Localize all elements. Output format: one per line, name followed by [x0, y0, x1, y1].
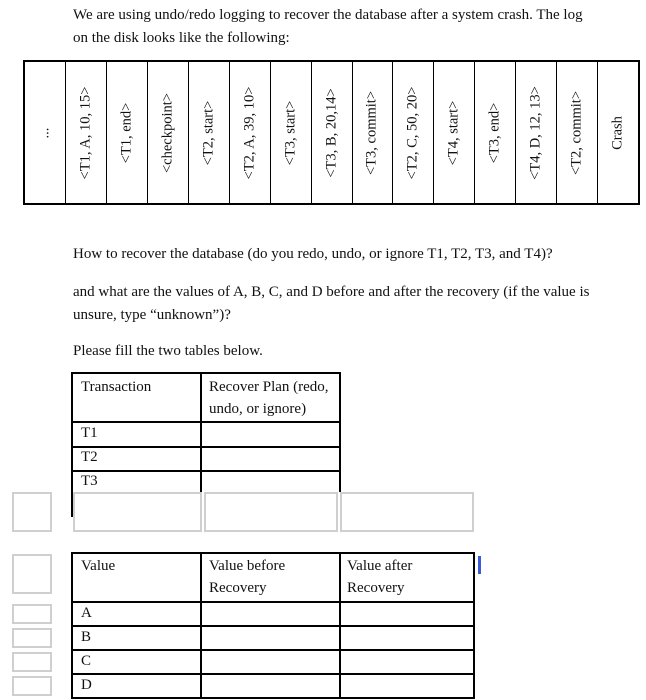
value-row-d: D	[81, 677, 92, 693]
form-select-box[interactable]	[12, 604, 52, 624]
value-row-b: B	[81, 629, 92, 645]
intro-line-1: We are using undo/redo logging to recover the database after a system crash. The log	[73, 7, 583, 23]
log-cell	[515, 62, 556, 203]
value-col-before-2: Recovery	[209, 580, 267, 596]
log-entry: <T4, D, 12, 13>	[527, 85, 544, 180]
question-fill: Please fill the two tables below.	[73, 343, 263, 359]
log-cell	[147, 62, 188, 203]
form-select-box[interactable]	[12, 628, 52, 648]
value-c-before-input[interactable]	[202, 652, 338, 671]
plan-extra-input[interactable]	[340, 492, 474, 532]
log-cell	[188, 62, 229, 203]
log-cell	[106, 62, 147, 203]
plan-t4-plan-input[interactable]	[204, 492, 338, 532]
form-select-box[interactable]	[12, 554, 52, 594]
log-entry: <T2, C, 50, 20>	[404, 86, 421, 179]
log-entry: <T1, end>	[118, 102, 135, 163]
value-b-after-input[interactable]	[341, 628, 472, 647]
log-cell	[25, 62, 65, 203]
plan-t4-transaction-input[interactable]	[73, 492, 202, 532]
log-entry: ...	[36, 127, 53, 138]
form-select-box[interactable]	[12, 676, 52, 696]
log-entry: <T3, start>	[282, 100, 299, 165]
value-col-before-1: Value before	[209, 558, 286, 574]
log-entry: <T3, end>	[486, 102, 503, 163]
value-col-after-1: Value after	[347, 558, 413, 574]
log-entry: Crash	[609, 115, 626, 150]
log-entry: <T2, start>	[200, 100, 217, 165]
question-values-2: unsure, type “unknown”)?	[73, 307, 231, 323]
plan-t3-input[interactable]	[202, 473, 338, 491]
intro-line-2: on the disk looks like the following:	[73, 30, 290, 46]
value-a-after-input[interactable]	[341, 604, 472, 623]
plan-row-t3: T3	[81, 473, 98, 489]
value-row-a: A	[81, 605, 92, 621]
log-cell	[65, 62, 106, 203]
plan-row-t2: T2	[81, 449, 98, 465]
log-cell	[392, 62, 433, 203]
question-values-1: and what are the values of A, B, C, and D before and after the recovery (if the value is	[73, 284, 590, 300]
plan-col-recover-plan-1: Recover Plan (redo,	[209, 379, 329, 395]
text-cursor	[478, 556, 481, 574]
plan-t1-input[interactable]	[202, 425, 338, 444]
log-cell	[270, 62, 311, 203]
value-col-after-2: Recovery	[347, 580, 405, 596]
log-entry: <T1, A, 10, 15>	[77, 86, 94, 179]
log-cell	[311, 62, 352, 203]
value-col-value: Value	[81, 558, 116, 574]
log-cell	[433, 62, 474, 203]
log-entry: <checkpoint>	[159, 92, 176, 173]
form-select-box[interactable]	[12, 652, 52, 672]
log-cell	[352, 62, 393, 203]
log-entry: <T3, commit>	[363, 90, 380, 175]
log-entry: <T3, B, 20,14>	[323, 87, 340, 178]
plan-row-t1: T1	[81, 425, 98, 441]
question-how-to: How to recover the database (do you redo, undo, or ignore T1, T2, T3, and T4)?	[73, 246, 553, 262]
plan-col-recover-plan-2: undo, or ignore)	[209, 401, 307, 417]
value-d-before-input[interactable]	[202, 676, 338, 695]
value-d-after-input[interactable]	[341, 676, 472, 695]
value-row-c: C	[81, 653, 92, 669]
log-cell	[229, 62, 270, 203]
value-c-after-input[interactable]	[341, 652, 472, 671]
log-cell	[597, 62, 638, 203]
log-table	[23, 60, 640, 205]
plan-col-transaction: Transaction	[81, 379, 152, 395]
form-select-box[interactable]	[12, 492, 52, 532]
log-entry: <T4, start>	[445, 100, 462, 165]
plan-t2-input[interactable]	[202, 449, 338, 468]
log-cell	[474, 62, 515, 203]
value-b-before-input[interactable]	[202, 628, 338, 647]
value-a-before-input[interactable]	[202, 604, 338, 623]
log-entry: <T2, commit>	[568, 90, 585, 175]
log-cell	[556, 62, 597, 203]
log-entry: <T2, A, 39, 10>	[241, 86, 258, 179]
